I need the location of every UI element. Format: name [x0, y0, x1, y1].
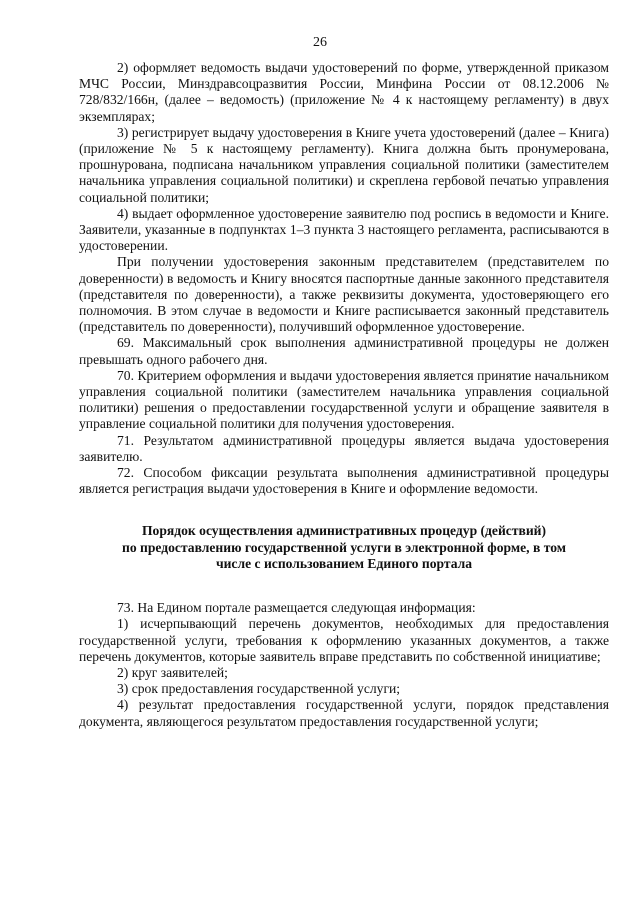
page-number: 26: [313, 35, 327, 50]
paragraph-73-item-3: 3) срок предоставления государственной услуги;: [117, 681, 401, 697]
paragraph-73-item-1: 1) исчерпывающий перечень документов, необходимых для предоставления государственной услуги, требования к оформлению указанных документов, а также перечень документов, которые заявитель вправе представить по собственной инициативе;: [79, 616, 609, 664]
section-heading-line-2: по предоставлению государственной услуги в электронной форме, в том: [121, 539, 566, 555]
paragraph-73-item-2: 2) круг заявителей;: [117, 664, 228, 680]
paragraph-70: 70. Критерием оформления и выдачи удостоверения является принятие начальником управления социальной политики (заместителем начальника управления социальной политики) решения о предоставлении государственной услуги и обращение заявителя в управление социальной политики для получения удостоверения.: [79, 367, 609, 432]
section-heading: [79, 523, 609, 572]
paragraph-item-2: 2) оформляет ведомость выдачи удостоверений по форме, утвержденной приказом МЧС России, Минздравсоцразвития России, Минфина России от 08.12.2006 № 728/832/166н, (далее – ведомость) (приложение № 4 к настоящему регламенту) в двух экземплярах;: [79, 60, 609, 124]
paragraph-71: 71. Результатом административной процедуры является выдача удостоверения заявителю.: [79, 432, 609, 464]
paragraph-73: 73. На Едином портале размещается следующая информация:: [117, 600, 476, 616]
paragraph-item-3: 3) регистрирует выдачу удостоверения в Книге учета удостоверений (далее – Книга) (приложение № 5 к настоящему регламенту). Книга должна быть пронумерована, прошнурована, подписана начальником управления социальной политики (заместителем начальника управления социальной политики) и скреплена гербовой печатью управления социальной политики;: [79, 124, 609, 205]
document-body: [79, 60, 609, 730]
paragraph-representative: При получении удостоверения законным представителем (представителем по доверенности) в ведомость и Книгу вносятся паспортные данные законного представителя (представителя по доверенности), а также реквизиты документа, удостоверяющего его полномочия. В этом случае в ведомости и Книге расписывается законный представитель (представитель по доверенности), получивший оформленное удостоверение.: [79, 254, 609, 335]
paragraph-72: 72. Способом фиксации результата выполнения административной процедуры является регистрация выдачи удостоверения в Книге и оформление ведомости.: [79, 465, 609, 497]
paragraph-73-item-4: 4) результат предоставления государственной услуги, порядок представления документа, являющегося результатом предоставления государственной услуги;: [79, 697, 609, 729]
paragraph-69: 69. Максимальный срок выполнения административной процедуры не должен превышать одного рабочего дня.: [79, 335, 609, 367]
section-heading-line-3: числе с использованием Единого портала: [215, 555, 473, 571]
section-heading-line-1: Порядок осуществления административных процедур (действий): [141, 523, 547, 539]
paragraph-item-4: 4) выдает оформленное удостоверение заявителю под роспись в ведомости и Книге. Заявители, указанные в подпунктах 1–3 пункта 3 настоящего регламента, расписываются в удостоверении.: [79, 205, 609, 254]
